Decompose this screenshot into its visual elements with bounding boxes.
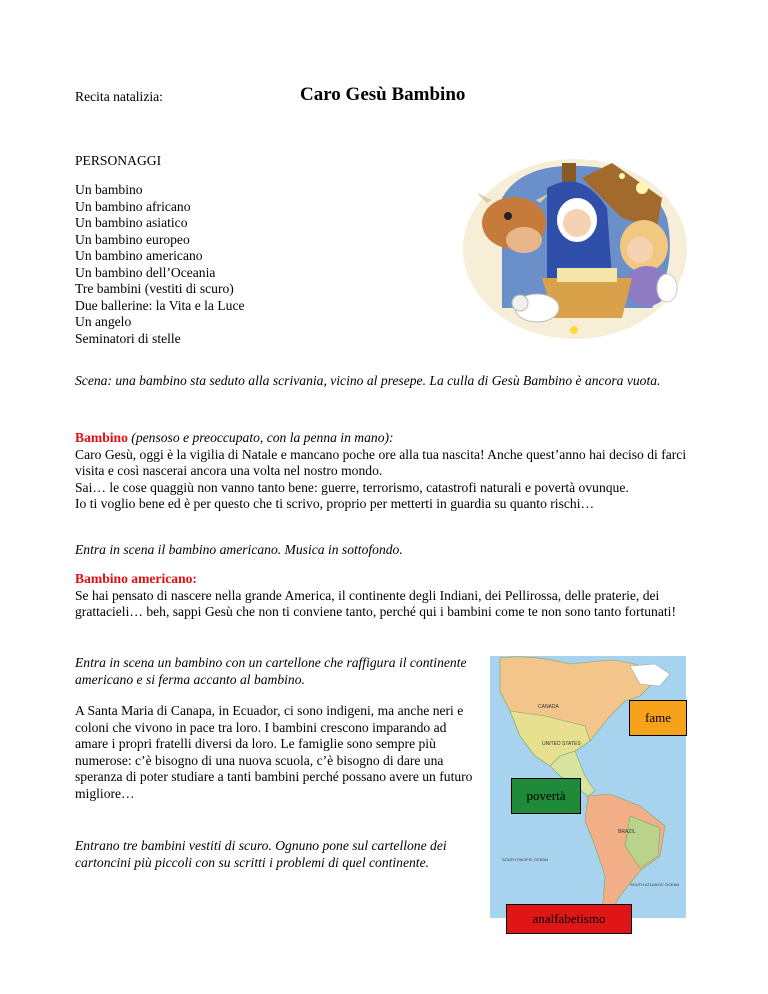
page-title: Caro Gesù Bambino xyxy=(300,84,466,105)
stage-direction: Entra in scena il bambino americano. Musica in sottofondo. xyxy=(75,542,403,557)
characters-list xyxy=(75,182,245,347)
tag-poverta: povertà xyxy=(511,778,581,814)
list-item: Un bambino asiatico xyxy=(75,215,188,230)
list-item: Un bambino americano xyxy=(75,248,203,263)
speaker-label: Bambino americano: xyxy=(75,571,197,586)
speech-line: Io ti voglio bene ed è per questo che ti scrivo, proprio per metterti in guardia su quanto rischi… xyxy=(75,496,595,511)
nativity-illustration xyxy=(462,158,688,340)
list-item: Seminatori di stelle xyxy=(75,330,181,346)
map-label: SOUTH ATLANTIC OCEAN xyxy=(630,882,680,887)
map-label: BRAZIL xyxy=(618,829,636,835)
list-item: Un bambino dell’Oceania xyxy=(75,264,216,280)
header-label: Recita natalizia: xyxy=(75,89,163,104)
speaker-label: Bambino xyxy=(75,430,128,445)
americano-speech xyxy=(75,571,705,621)
speech-line: Se hai pensato di nascere nella grande America, il continente degli Indiani, dei Pellirossa, delle praterie, dei grattacieli… beh, sappi Gesù che non ti conviene tanto, perché qui i bambini come te non sono tanto fortunati! xyxy=(75,587,676,619)
canapa-paragraph: A Santa Maria di Canapa, in Ecuador, ci sono indigeni, ma anche neri e coloni che vivono in pace tra loro. I bambini crescono imparando ad amare i propri fratelli diversi da loro. Le famiglie sono sempre più numerose: c’è bisogno di una nuova scuola, c’è bisogno di dare una speranza di poter studiare a tanti bambini perché possano avere un futuro migliore… xyxy=(75,703,473,801)
stage-direction: (pensoso e preoccupato, con la penna in mano): xyxy=(127,430,394,445)
list-item: Un bambino xyxy=(75,182,143,197)
speech-line: Sai… le cose quaggiù non vanno tanto bene: guerre, terrorismo, catastrofi naturali e povertà ovunque. xyxy=(75,479,629,495)
speech-line: Caro Gesù, oggi è la vigilia di Natale e mancano poche ore alla tua nascita! Anche quest’anno hai deciso di farci visita e così nascerai ancora una volta nel nostro mondo. xyxy=(75,446,687,478)
tag-fame: fame xyxy=(629,700,687,736)
list-item: Due ballerine: la Vita e la Luce xyxy=(75,297,245,313)
map-label: UNITED STATES xyxy=(542,741,581,747)
list-item: Tre bambini (vestiti di scuro) xyxy=(75,281,234,296)
list-item: Un angelo xyxy=(75,314,132,329)
list-item: Un bambino europeo xyxy=(75,231,190,247)
characters-heading: PERSONAGGI xyxy=(75,153,162,168)
tag-analfabetismo: analfabetismo xyxy=(506,904,632,934)
list-item: Un bambino africano xyxy=(75,198,191,214)
map-label: CANADA xyxy=(538,704,559,710)
bambino-speech xyxy=(75,430,705,513)
stage-direction: Entra in scena un bambino con un cartellone che raffigura il continente americano e si ferma accanto al bambino. xyxy=(75,655,467,687)
scene-setting: Scena: una bambino sta seduto alla scrivania, vicino al presepe. La culla di Gesù Bambino è ancora vuota. xyxy=(75,373,661,388)
stage-direction: Entrano tre bambini vestiti di scuro. Ognuno pone sul cartellone dei cartoncini più piccoli con su scritti i problemi di quel continente. xyxy=(75,838,447,870)
map-label: SOUTH PACIFIC OCEAN xyxy=(502,857,548,862)
